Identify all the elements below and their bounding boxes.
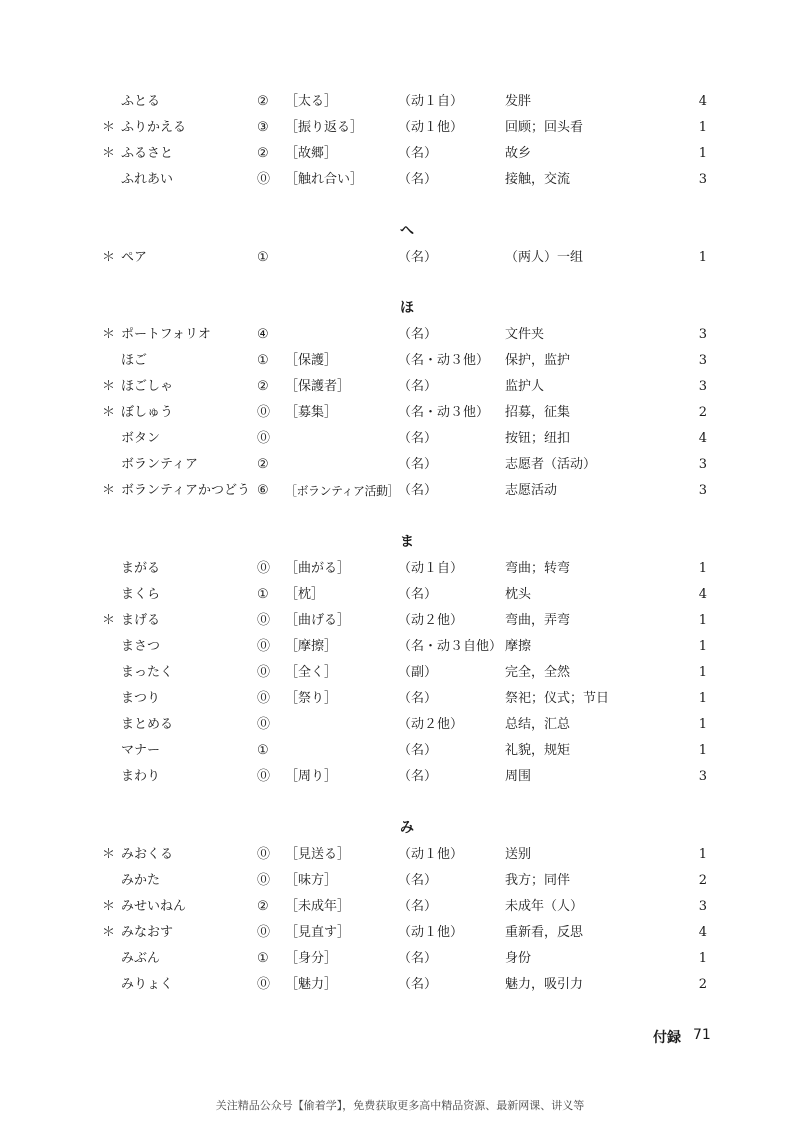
- word-reading: みせいねん: [121, 899, 187, 914]
- page-number: 71: [693, 1027, 711, 1043]
- word-meaning: 周围: [505, 769, 532, 784]
- part-of-speech: （名）: [398, 483, 438, 498]
- core-word-marker: ＊: [102, 120, 116, 135]
- part-of-speech: （动１他）: [398, 120, 464, 135]
- part-of-speech: （名）: [398, 951, 438, 966]
- word-meaning: 重新看，反思: [505, 925, 584, 940]
- part-of-speech: （名）: [398, 250, 438, 265]
- word-reading: ふとる: [121, 94, 161, 109]
- unit-number: 1: [698, 120, 707, 135]
- word-kanji: ［未成年］: [285, 899, 351, 914]
- part-of-speech: （副）: [398, 665, 438, 680]
- accent-mark: ⓪: [257, 925, 271, 940]
- word-meaning: 监护人: [505, 379, 545, 394]
- word-kanji: ［触れ合い］: [285, 172, 364, 187]
- part-of-speech: （名）: [398, 431, 438, 446]
- unit-number: 1: [698, 847, 707, 862]
- accent-mark: ⓪: [257, 405, 271, 420]
- accent-mark: ⓪: [257, 691, 271, 706]
- word-reading: まわり: [121, 769, 161, 784]
- word-meaning: 弯曲，弄弯: [505, 613, 571, 628]
- word-kanji: ［見送る］: [285, 847, 351, 862]
- unit-number: 1: [698, 743, 707, 758]
- word-kanji: ［見直す］: [285, 925, 351, 940]
- accent-mark: ⓪: [257, 769, 271, 784]
- core-word-marker: ＊: [102, 483, 116, 498]
- vocab-row: [0, 611, 800, 637]
- word-meaning: 文件夹: [505, 327, 545, 342]
- accent-mark: ①: [257, 587, 269, 602]
- kana-heading: み: [400, 820, 414, 836]
- word-meaning: 送别: [505, 847, 532, 862]
- word-reading: ふれあい: [121, 172, 174, 187]
- word-reading: まったく: [121, 665, 174, 680]
- word-meaning: 招募，征集: [505, 405, 571, 420]
- word-reading: ほご: [121, 353, 148, 368]
- accent-mark: ③: [257, 120, 269, 135]
- accent-mark: ②: [257, 457, 269, 472]
- vocab-row: [0, 637, 800, 663]
- word-kanji: ［魅力］: [285, 977, 338, 992]
- unit-number: 3: [698, 899, 707, 914]
- word-reading: みおくる: [121, 847, 174, 862]
- word-meaning: 弯曲；转弯: [505, 561, 571, 576]
- accent-mark: ⓪: [257, 172, 271, 187]
- word-kanji: ［枕］: [285, 587, 325, 602]
- word-kanji: ［身分］: [285, 951, 338, 966]
- kana-heading: ま: [400, 534, 414, 550]
- unit-number: 1: [698, 717, 707, 732]
- vocab-row: [0, 144, 800, 170]
- accent-mark: ⓪: [257, 665, 271, 680]
- accent-mark: ⓪: [257, 873, 271, 888]
- word-meaning: 身份: [505, 951, 532, 966]
- part-of-speech: （名）: [398, 146, 438, 161]
- word-reading: ボランティア: [121, 457, 198, 472]
- word-reading: まげる: [121, 613, 161, 628]
- word-meaning: （两人）一组: [505, 250, 584, 265]
- vocab-row: [0, 585, 800, 611]
- unit-number: 3: [698, 327, 707, 342]
- part-of-speech: （名）: [398, 172, 438, 187]
- vocab-row: [0, 923, 800, 949]
- unit-number: 1: [698, 613, 707, 628]
- word-reading: みなおす: [121, 925, 174, 940]
- unit-number: 3: [698, 379, 707, 394]
- unit-number: 1: [698, 951, 707, 966]
- core-word-marker: ＊: [102, 613, 116, 628]
- word-kanji: ［全く］: [285, 665, 338, 680]
- unit-number: 2: [698, 405, 707, 420]
- core-word-marker: ＊: [102, 899, 116, 914]
- kana-heading: へ: [400, 223, 414, 239]
- word-reading: みぶん: [121, 951, 161, 966]
- accent-mark: ⓪: [257, 847, 271, 862]
- part-of-speech: （动１他）: [398, 847, 464, 862]
- part-of-speech: （名）: [398, 873, 438, 888]
- vocab-row: [0, 92, 800, 118]
- part-of-speech: （名）: [398, 327, 438, 342]
- word-kanji: ［曲がる］: [285, 561, 351, 576]
- word-reading: まくら: [121, 587, 161, 602]
- unit-number: 1: [698, 561, 707, 576]
- part-of-speech: （名）: [398, 691, 438, 706]
- vocab-row: [0, 715, 800, 741]
- vocab-row: [0, 559, 800, 585]
- vocab-row: [0, 741, 800, 767]
- core-word-marker: ＊: [102, 146, 116, 161]
- part-of-speech: （名・动３他）: [398, 353, 490, 368]
- word-kanji: ［太る］: [285, 94, 338, 109]
- accent-mark: ①: [257, 951, 269, 966]
- appendix-label: 付録: [653, 1030, 681, 1046]
- vocab-row: [0, 663, 800, 689]
- accent-mark: ②: [257, 379, 269, 394]
- accent-mark: ⓪: [257, 717, 271, 732]
- unit-number: 3: [698, 353, 707, 368]
- part-of-speech: （名）: [398, 587, 438, 602]
- word-kanji: ［味方］: [285, 873, 338, 888]
- part-of-speech: （动２他）: [398, 613, 464, 628]
- word-meaning: 志愿活动: [505, 483, 558, 498]
- word-kanji: ［募集］: [285, 405, 338, 420]
- word-reading: まさつ: [121, 639, 161, 654]
- word-reading: ほごしゃ: [121, 379, 174, 394]
- word-meaning: 完全，全然: [505, 665, 571, 680]
- part-of-speech: （名）: [398, 379, 438, 394]
- accent-mark: ④: [257, 327, 269, 342]
- part-of-speech: （名）: [398, 743, 438, 758]
- word-meaning: 志愿者（活动）: [505, 457, 597, 472]
- unit-number: 1: [698, 250, 707, 265]
- word-kanji: ［曲げる］: [285, 613, 351, 628]
- vocab-row: [0, 351, 800, 377]
- kana-heading: ほ: [400, 300, 414, 316]
- part-of-speech: （动２他）: [398, 717, 464, 732]
- word-kanji: ［振り返る］: [285, 120, 364, 135]
- part-of-speech: （动１自）: [398, 94, 464, 109]
- word-kanji: ［ボランティア活動］: [285, 484, 400, 498]
- word-reading: ふりかえる: [121, 120, 187, 135]
- word-meaning: 枕头: [505, 587, 532, 602]
- word-meaning: 故乡: [505, 146, 532, 161]
- core-word-marker: ＊: [102, 250, 116, 265]
- accent-mark: ①: [257, 743, 269, 758]
- word-meaning: 按钮；纽扣: [505, 431, 571, 446]
- word-meaning: 回顾；回头看: [505, 120, 584, 135]
- word-meaning: 礼貌，规矩: [505, 743, 571, 758]
- word-kanji: ［保護者］: [285, 379, 351, 394]
- word-kanji: ［摩擦］: [285, 639, 338, 654]
- accent-mark: ⓪: [257, 431, 271, 446]
- unit-number: 4: [698, 431, 707, 446]
- accent-mark: ②: [257, 94, 269, 109]
- part-of-speech: （名）: [398, 977, 438, 992]
- vocab-row: [0, 897, 800, 923]
- vocab-row: [0, 429, 800, 455]
- word-reading: まがる: [121, 561, 161, 576]
- vocab-row: [0, 871, 800, 897]
- core-word-marker: ＊: [102, 405, 116, 420]
- part-of-speech: （名）: [398, 769, 438, 784]
- word-reading: みかた: [121, 873, 161, 888]
- accent-mark: ②: [257, 899, 269, 914]
- accent-mark: ⓪: [257, 639, 271, 654]
- word-reading: まとめる: [121, 717, 174, 732]
- core-word-marker: ＊: [102, 925, 116, 940]
- unit-number: 4: [698, 925, 707, 940]
- accent-mark: ⓪: [257, 613, 271, 628]
- word-reading: ペア: [121, 250, 148, 265]
- word-meaning: 保护，监护: [505, 353, 571, 368]
- unit-number: 2: [698, 977, 707, 992]
- vocab-row: [0, 975, 800, 1001]
- unit-number: 3: [698, 172, 707, 187]
- accent-mark: ⓪: [257, 977, 271, 992]
- word-kanji: ［故郷］: [285, 146, 338, 161]
- core-word-marker: ＊: [102, 327, 116, 342]
- word-meaning: 总结，汇总: [505, 717, 571, 732]
- unit-number: 4: [698, 587, 707, 602]
- unit-number: 1: [698, 691, 707, 706]
- part-of-speech: （动１自）: [398, 561, 464, 576]
- word-kanji: ［祭り］: [285, 691, 338, 706]
- word-reading: ボタン: [121, 431, 161, 446]
- part-of-speech: （动１他）: [398, 925, 464, 940]
- accent-mark: ⓪: [257, 561, 271, 576]
- unit-number: 1: [698, 665, 707, 680]
- vocab-row: [0, 689, 800, 715]
- unit-number: 1: [698, 146, 707, 161]
- unit-number: 2: [698, 873, 707, 888]
- word-reading: ポートフォリオ: [121, 327, 211, 342]
- vocab-row: [0, 325, 800, 351]
- word-reading: ボランティアかつどう: [121, 483, 250, 498]
- word-meaning: 摩擦: [505, 639, 532, 654]
- part-of-speech: （名）: [398, 457, 438, 472]
- vocab-row: [0, 481, 800, 507]
- core-word-marker: ＊: [102, 847, 116, 862]
- word-reading: ふるさと: [121, 146, 174, 161]
- vocab-row: [0, 767, 800, 793]
- core-word-marker: ＊: [102, 379, 116, 394]
- vocab-row: [0, 118, 800, 144]
- part-of-speech: （名・动３他）: [398, 405, 490, 420]
- word-meaning: 我方；同伴: [505, 873, 571, 888]
- footer-notice: 关注精品公众号【偷着学】，免费获取更多高中精品资源、最新网课、讲义等: [215, 1099, 585, 1112]
- vocab-row: [0, 949, 800, 975]
- part-of-speech: （名・动３自他）: [398, 639, 503, 654]
- unit-number: 3: [698, 483, 707, 498]
- unit-number: 3: [698, 457, 707, 472]
- accent-mark: ⑥: [257, 483, 269, 498]
- vocab-row: [0, 170, 800, 196]
- vocab-row: [0, 845, 800, 871]
- accent-mark: ①: [257, 250, 269, 265]
- word-meaning: 发胖: [505, 94, 532, 109]
- vocab-row: [0, 248, 800, 274]
- vocab-row: [0, 377, 800, 403]
- accent-mark: ①: [257, 353, 269, 368]
- word-meaning: 未成年（人）: [505, 899, 584, 914]
- word-meaning: 祭祀；仪式；节日: [505, 691, 610, 706]
- accent-mark: ②: [257, 146, 269, 161]
- unit-number: 4: [698, 94, 707, 109]
- unit-number: 1: [698, 639, 707, 654]
- word-reading: ぼしゅう: [121, 405, 174, 420]
- vocab-row: [0, 403, 800, 429]
- word-reading: みりょく: [121, 977, 174, 992]
- word-reading: マナー: [121, 743, 161, 758]
- word-kanji: ［保護］: [285, 353, 338, 368]
- word-meaning: 魅力，吸引力: [505, 977, 584, 992]
- vocab-row: [0, 455, 800, 481]
- part-of-speech: （名）: [398, 899, 438, 914]
- word-meaning: 接触，交流: [505, 172, 571, 187]
- unit-number: 3: [698, 769, 707, 784]
- word-kanji: ［周り］: [285, 769, 338, 784]
- word-reading: まつり: [121, 691, 161, 706]
